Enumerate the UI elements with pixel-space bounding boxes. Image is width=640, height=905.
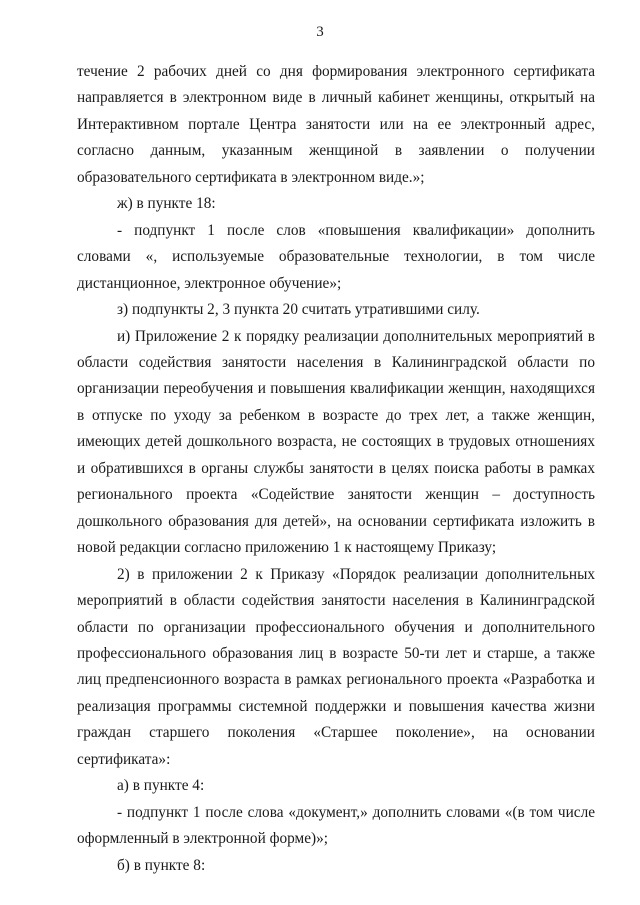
paragraph-subitem-1-qualification: - подпункт 1 после слов «повышения квалификации» дополнить словами «, используемые образовательные технологии, в том числе дистанционное, электронное обучение»; [77,221,595,292]
paragraph-item-b: б) в пункте 8: [117,856,206,874]
paragraph-item-z: з) подпункты 2, 3 пункта 20 считать утратившими силу. [117,301,480,319]
paragraph-item-i: и) Приложение 2 к порядку реализации дополнительных мероприятий в области содействия занятости населения в Калининградской области по организации переобучения и повышения квалификации женщин, находящихся в отпуске по уходу за ребенком в возрасте до трех лет, а также женщин, имеющих детей дошкольного возраста, не состоящих в трудовых отношениях и обратившихся в органы службы занятости в целях поиска работы в рамках регионального проекта «Содействие занятости женщин – доступность дошкольного образования для детей», на основании сертификата изложить в новой редакции согласно приложению 1 к настоящему Приказу; [77,327,595,557]
paragraph-continuation: течение 2 рабочих дней со дня формирования электронного сертификата направляется в электронном виде в личный кабинет женщины, открытый на Интерактивном портале Центра занятости или на ее электронный адрес, согласно данным, указанным женщиной в заявлении о получении образовательного сертификата в электронном виде.»; [77,63,595,186]
page-number: 3 [316,24,324,40]
paragraph-subitem-1-document: - подпункт 1 после слова «документ,» дополнить словами «(в том числе оформленный в электронной форме)»; [77,803,595,848]
paragraph-item-a: а) в пункте 4: [117,777,205,795]
paragraph-item-2-appendix: 2) в приложении 2 к Приказу «Порядок реализации дополнительных мероприятий в области содействия занятости населения в Калининградской области по организации профессионального обучения и дополнительного профессионального образования лиц в возрасте 50-ти лет и старше, а также лиц предпенсионного возраста в рамках регионального проекта «Разработка и реализация программы системной поддержки и повышения качества жизни граждан старшего поколения «Старшее поколение», на основании сертификата»: [77,565,595,768]
document-body [77,59,595,879]
paragraph-item-zh: ж) в пункте 18: [117,195,216,213]
